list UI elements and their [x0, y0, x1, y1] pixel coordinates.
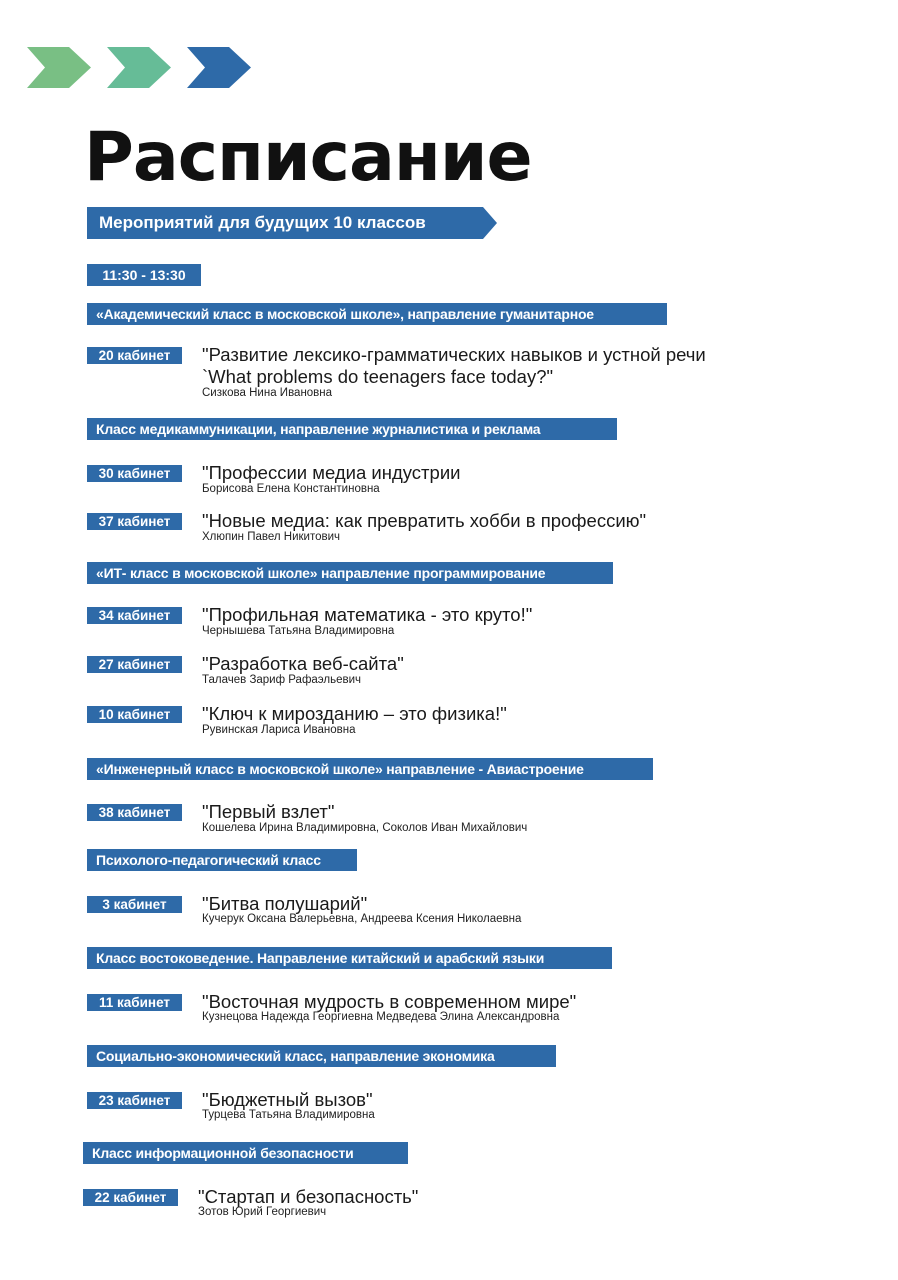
- room-badge: 10 кабинет: [87, 706, 182, 723]
- section-header: «Академический класс в московской школе», направление гуманитарное: [87, 303, 667, 325]
- subtitle-banner: [87, 207, 497, 239]
- event-title: "Профильная математика - это круто!": [202, 604, 533, 625]
- room-badge: 38 кабинет: [87, 804, 182, 821]
- room-badge: 30 кабинет: [87, 465, 182, 482]
- event-title: "Новые медиа: как превратить хобби в профессию": [202, 510, 647, 531]
- event-teacher: Кошелева Ирина Владимировна, Соколов Иван Михайлович: [202, 822, 528, 834]
- room-badge: 3 кабинет: [87, 896, 182, 913]
- section-header: Психолого-педагогический класс: [87, 849, 357, 871]
- room-badge: 23 кабинет: [87, 1092, 182, 1109]
- section-header: «Инженерный класс в московской школе» направление - Авиастроение: [87, 758, 653, 780]
- chevron-arrow-icon: [107, 47, 171, 88]
- section-header: Класс востоковедение. Направление китайский и арабский языки: [87, 947, 612, 969]
- chevron-arrow-icon: [27, 47, 91, 88]
- event-title-line2: `What problems do teenagers face today?": [202, 366, 554, 387]
- event-title: "Развитие лексико-грамматических навыков и устной речи: [202, 344, 706, 365]
- room-badge: 37 кабинет: [87, 513, 182, 530]
- section-header: Класс информационной безопасности: [83, 1142, 408, 1164]
- event-title: "Профессии медиа индустрии: [202, 462, 461, 483]
- room-badge: 20 кабинет: [87, 347, 182, 364]
- room-badge: 27 кабинет: [87, 656, 182, 673]
- event-teacher: Чернышева Татьяна Владимировна: [202, 625, 395, 637]
- event-teacher: Борисова Елена Константиновна: [202, 483, 380, 495]
- event-title: "Восточная мудрость в современном мире": [202, 991, 577, 1012]
- event-teacher: Кузнецова Надежда Георгиевна Медведева Элина Александровна: [202, 1011, 560, 1023]
- event-title: "Битва полушарий": [202, 893, 368, 914]
- event-title: "Бюджетный вызов": [202, 1089, 373, 1110]
- event-title: "Разработка веб-сайта": [202, 653, 404, 674]
- section-header: «ИТ- класс в московской школе» направление программирование: [87, 562, 613, 584]
- event-teacher: Кучерук Оксана Валерьевна, Андреева Ксения Николаевна: [202, 913, 522, 925]
- event-teacher: Рувинская Лариса Ивановна: [202, 724, 356, 736]
- event-title: "Первый взлет": [202, 801, 335, 822]
- subtitle-text: Мероприятий для будущих 10 классов: [99, 213, 426, 232]
- room-badge: 22 кабинет: [83, 1189, 178, 1206]
- event-title: "Стартап и безопасность": [198, 1186, 419, 1207]
- event-teacher: Сизкова Нина Ивановна: [202, 387, 333, 399]
- room-badge: 11 кабинет: [87, 994, 182, 1011]
- event-teacher: Зотов Юрий Георгиевич: [198, 1206, 327, 1218]
- chevron-arrow-icon: [187, 47, 251, 88]
- time-badge: 11:30 - 13:30: [87, 264, 201, 286]
- event-teacher: Турцева Татьяна Владимировна: [202, 1109, 375, 1121]
- event-title: "Ключ к мирозданию – это физика!": [202, 703, 507, 724]
- section-header: Социально-экономический класс, направление экономика: [87, 1045, 556, 1067]
- page-title: Расписание: [84, 118, 532, 197]
- section-header: Класс медикаммуникации, направление журналистика и реклама: [87, 418, 617, 440]
- room-badge: 34 кабинет: [87, 607, 182, 624]
- event-teacher: Хлюпин Павел Никитович: [202, 531, 341, 543]
- event-teacher: Талачев Зариф Рафаэльевич: [202, 674, 362, 686]
